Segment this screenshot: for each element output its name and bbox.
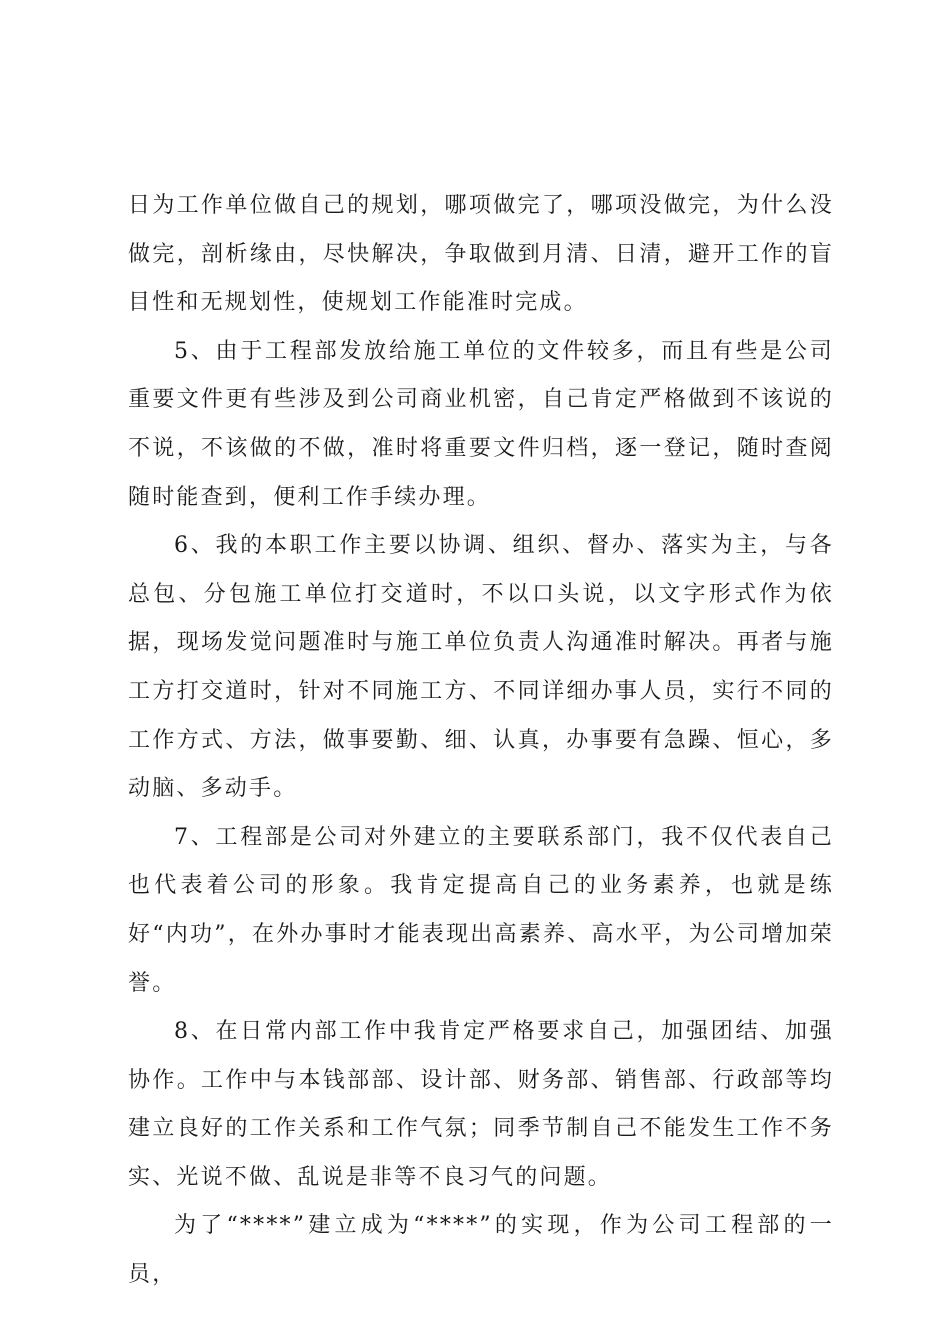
document-body bbox=[128, 182, 834, 1300]
paragraph-item-7: 7、工程部是公司对外建立的主要联系部门，我不仅代表自己也代表着公司的形象。我肯定提高自己的业务素养，也就是练好“内功”，在外办事时才能表现出高素养、高水平，为公司增加荣誉。 bbox=[128, 824, 834, 996]
paragraph-continuation: 日为工作单位做自己的规划，哪项做完了，哪项没做完，为什么没做完，剖析缘由，尽快解决，争取做到月清、日清，避开工作的盲目性和无规划性，使规划工作能准时完成。 bbox=[128, 193, 834, 316]
paragraph-item-5: 5、由于工程部发放给施工单位的文件较多，而且有些是公司重要文件更有些涉及到公司商业机密，自己肯定严格做到不该说的不说，不该做的不做，准时将重要文件归档，逐一登记，随时查阅随时能查到，便利工作手续办理。 bbox=[128, 338, 834, 510]
paragraph-item-8: 8、在日常内部工作中我肯定严格要求自己，加强团结、加强协作。工作中与本钱部部、设计部、财务部、销售部、行政部等均建立良好的工作关系和工作气氛；同季节制自己不能发生工作不务实、光说不做、乱说是非等不良习气的问题。 bbox=[128, 1019, 834, 1190]
paragraph-item-6: 6、我的本职工作主要以协调、组织、督办、落实为主，与各总包、分包施工单位打交道时，不以口头说，以文字形式作为依据，现场发觉问题准时与施工单位负责人沟通准时解决。再者与施工方打交道时，针对不同施工方、不同详细办事人员，实行不同的工作方式、方法，做事要勤、细、认真，办事要有急躁、恒心，多动脑、多动手。 bbox=[128, 533, 834, 802]
paragraph-closing: 为了“****”建立成为“****”的实现，作为公司工程部的一员， bbox=[128, 1213, 834, 1288]
